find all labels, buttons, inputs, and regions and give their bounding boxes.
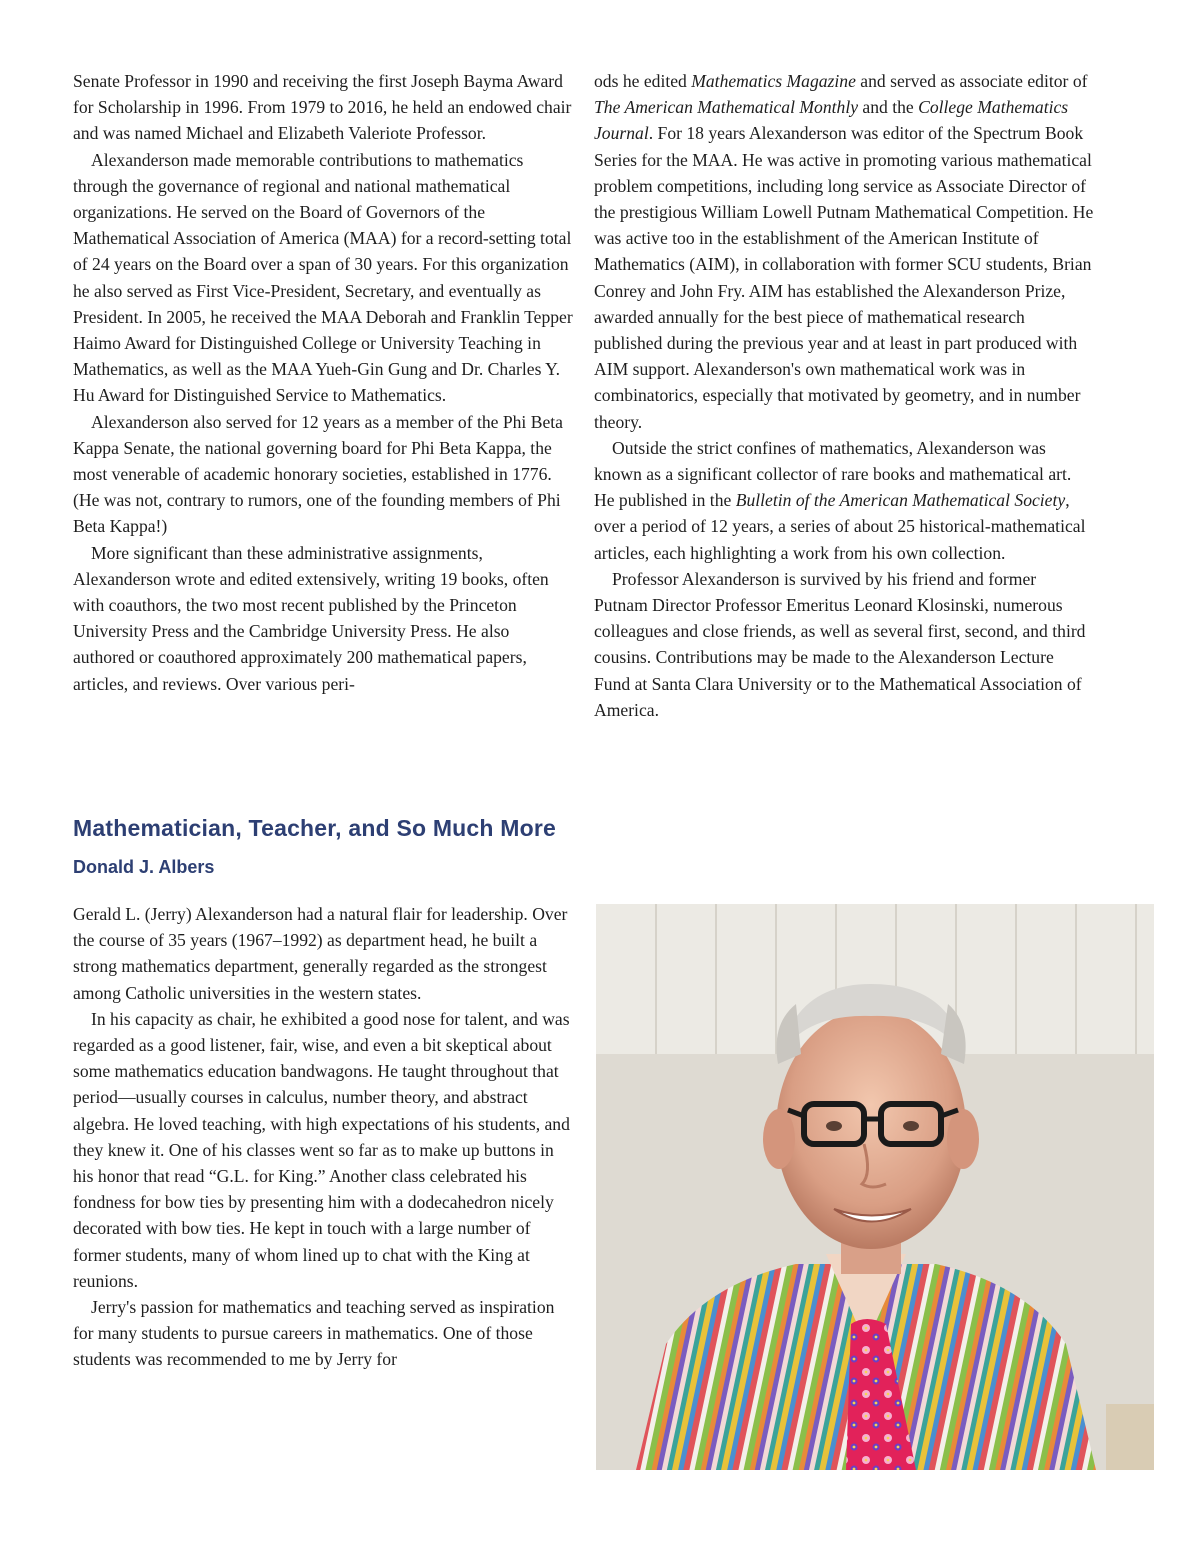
text-run: , over a period of 12 years, a series of about 25 historical-mathematical articles, each highlighting a work from his own collection.: [594, 490, 1086, 563]
paragraph: Jerry's passion for mathematics and teaching served as inspiration for many students to pursue careers in mathematics. One of those students was recommended to me by Jerry for: [73, 1297, 555, 1370]
paragraph: Gerald L. (Jerry) Alexanderson had a natural flair for leadership. Over the course of 35 years (1967–1992) as department head, he built a strong mathematics department, generally regarded as the strongest among Catholic universities in the western states.: [73, 904, 568, 1003]
paragraph: Alexanderson made memorable contributions to mathematics through the governance of regional and national mathematical organizations. He served on the Board of Governors of the Mathematical Association of America (MAA) for a record-setting total of 24 years on the Board over a span of 30 years. For this organization he also served as First Vice-President, Secretary, and eventually as President. In 2005, he received the MAA Deborah and Franklin Tepper Haimo Award for Distinguished College or University Teaching in Mathematics, as well as the MAA Yueh-Gin Gung and Dr. Charles Y. Hu Award for Distinguished Service to Mathematics.: [73, 149, 573, 406]
journal-title: The American Mathematical Monthly: [594, 97, 859, 118]
text-run: ods he edited: [594, 71, 692, 91]
paragraph: Alexanderson also served for 12 years as a member of the Phi Beta Kappa Senate, the national governing board for Phi Beta Kappa, the most venerable of academic honorary societies, established in 1776. (He was not, contrary to rumors, one of the founding members of Phi Beta Kappa!): [73, 411, 563, 537]
left-column-top: [73, 68, 573, 697]
left-column-bottom: [73, 901, 573, 1373]
paragraph: [594, 435, 1094, 566]
portrait-photo: [596, 904, 1154, 1470]
journal-title: Mathematics Magazine: [691, 71, 856, 91]
paragraph: [594, 68, 1094, 435]
text-run: and the: [858, 97, 919, 118]
right-column-top: [594, 68, 1094, 723]
paragraph: Senate Professor in 1990 and receiving the first Joseph Bayma Award for Scholarship in 1996. From 1979 to 2016, he held an endowed chair and was named Michael and Elizabeth Valeriote Professor.: [73, 71, 572, 144]
text-run: Outside the strict confines of mathematics, Alexanderson was known as a significant collector of rare books and mathematical art. He published in the: [594, 437, 1072, 511]
paragraph: Professor Alexanderson is survived by his friend and former Putnam Director Professor Emeritus Leonard Klosinski, numerous colleagues and close friends, as well as several first, second, and third cousins. Contributions may be made to the Alexanderson Lecture Fund at Santa Clara University or to the Mathematical Association of America.: [594, 568, 1086, 720]
journal-title: Bulletin of the American Mathematical Society: [735, 490, 1066, 511]
portrait-illustration: [596, 904, 1154, 1470]
section-title: Mathematician, Teacher, and So Much More: [73, 815, 557, 841]
text-run: . For 18 years Alexanderson was editor of the Spectrum Book Series for the MAA. He was active in promoting various mathematical problem competitions, including long service as Associate Director of the prestigious William Lowell Putnam Mathematical Competition. He was active too in the establishment of the American Institute of Mathematics (AIM), in collaboration with former SCU students, Brian Conrey and John Fry. AIM has established the Alexanderson Prize, awarded annually for the best piece of mathematical research published during the previous year and at least in part produced with AIM support. Alexanderson's own mathematical work was in combinatorics, especially that motivated by geometry, and in number theory.: [594, 123, 1094, 432]
paragraph: In his capacity as chair, he exhibited a good nose for talent, and was regarded as a good listener, fair, wise, and even a bit skeptical about some mathematics education bandwagons. He taught throughout that period—usually courses in calculus, number theory, and abstract algebra. He loved teaching, with high expectations of his students, and they knew it. One of his classes went so far as to make up buttons in his honor that read “G.L. for King.” Another class celebrated his fondness for bow ties by presenting him with a dodecahedron nicely decorated with bow ties. He kept in touch with a large number of former students, many of whom lined up to chat with the King at reunions.: [73, 1008, 570, 1291]
author-byline: Donald J. Albers: [73, 857, 215, 877]
journal-title: College Mathematics Journal: [594, 97, 1069, 144]
text-run: and served as associate editor of: [855, 71, 1088, 91]
paragraph: More significant than these administrative assignments, Alexanderson wrote and edited extensively, writing 19 books, often with coauthors, the two most recent published by the Princeton University Press and the Cambridge University Press. He also authored or coauthored approximately 200 mathematical papers, articles, and reviews. Over various peri-: [73, 542, 549, 694]
